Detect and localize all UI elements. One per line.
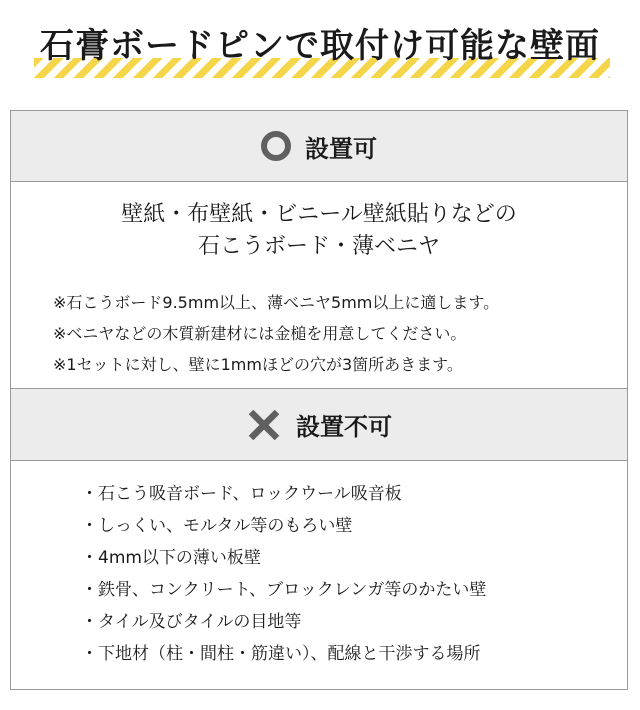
ok-section-body	[11, 182, 627, 388]
ng-section-header	[11, 388, 627, 461]
ok-section-header	[11, 111, 627, 182]
ng-section-body	[11, 460, 627, 689]
cross-icon	[246, 407, 282, 443]
ng-item-1: ・石こう吸音ボード、ロックウール吸音板	[81, 484, 402, 504]
page-title: 石膏ボードピンで取付け可能な壁面	[40, 26, 600, 66]
ng-item-5: ・タイル及びタイルの目地等	[81, 612, 302, 632]
ng-item-3: ・4mm以下の薄い板壁	[81, 548, 261, 568]
ok-note-1: ※石こうボード9.5mm以上、薄ベニヤ5mm以上に適します。	[53, 293, 500, 312]
ng-section-heading: 設置不可	[296, 413, 392, 441]
ok-note-2: ※ベニヤなどの木質新建材には金槌を用意してください。	[53, 324, 467, 343]
circle-icon	[261, 131, 291, 161]
ok-note-3: ※1セットに対し、壁に1mmほどの穴が3箇所あきます。	[53, 355, 463, 374]
ng-item-2: ・しっくい、モルタル等のもろい壁	[81, 516, 353, 536]
ng-item-6: ・下地材（柱・間柱・筋違い）、配線と干渉する場所	[81, 644, 481, 664]
wall-compatibility-panel	[10, 110, 628, 690]
ok-main-line-1: 壁紙・布壁紙・ビニール壁紙貼りなどの	[121, 202, 517, 227]
title-area	[0, 0, 640, 95]
ok-section-heading: 設置可	[305, 134, 377, 163]
ng-item-4: ・鉄骨、コンクリート、ブロックレンガ等のかたい壁	[81, 580, 487, 600]
ok-main-line-2: 石こうボード・薄ベニヤ	[197, 234, 440, 259]
